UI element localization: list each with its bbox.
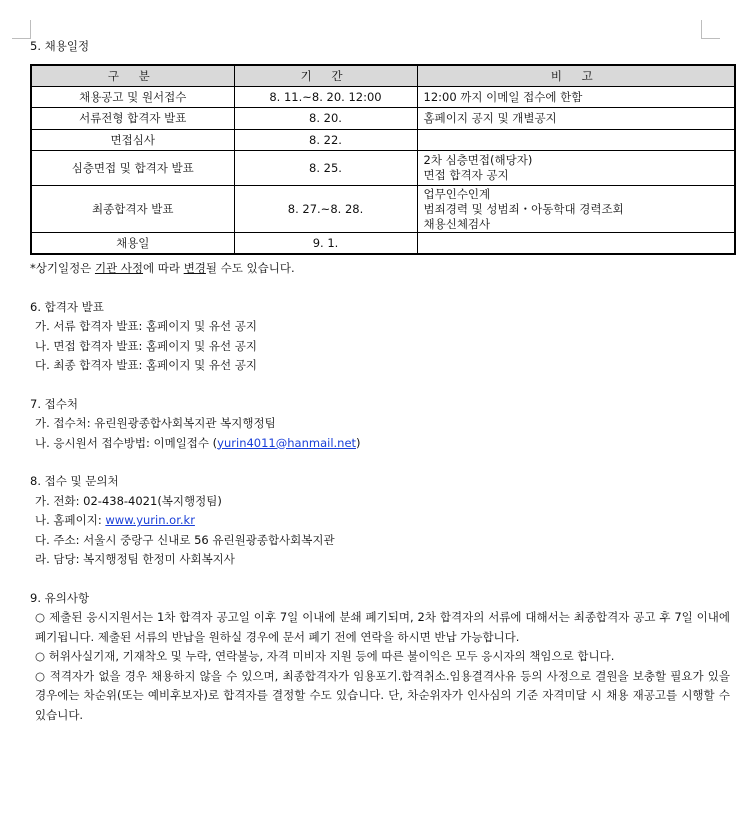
row-note: 12:00 까지 이메일 접수에 한함 bbox=[417, 87, 735, 108]
row-label: 심층면접 및 합격자 발표 bbox=[31, 151, 234, 186]
list-item: 가. 전화: 02-438-4021(복지행정팀) bbox=[35, 493, 222, 508]
email-link[interactable]: yurin4011@hanmail.net bbox=[217, 435, 357, 450]
list-item: 나. 면접 합격자 발표: 홈페이지 및 유선 공지 bbox=[35, 338, 257, 353]
header-category: 구 분 bbox=[31, 65, 234, 87]
section-7-heading: 7. 접수처 bbox=[30, 396, 78, 411]
list-item: 나. 응시원서 접수방법: 이메일접수 (yurin4011@hanmail.net) bbox=[35, 435, 361, 450]
header-remarks: 비 고 bbox=[417, 65, 735, 87]
row-period: 9. 1. bbox=[234, 233, 417, 255]
notice-paragraph: ○ 제출된 응시지원서는 1차 합격자 공고일 이후 7일 이내에 분쇄 폐기되며, 2차 합격자의 서류에 대해서는 최종합격자 공고 후 7일 이내에 폐기됩니다. 제출된 서류의 반납을 원하실 경우에 문서 폐기 전에 연락을 하시면 반납 가능합니다. bbox=[35, 610, 730, 644]
row-period: 8. 25. bbox=[234, 151, 417, 186]
table-row bbox=[31, 186, 735, 233]
table-row bbox=[31, 130, 735, 151]
row-label: 채용공고 및 원서접수 bbox=[31, 87, 234, 108]
schedule-header-row bbox=[31, 65, 735, 87]
row-period: 8. 20. bbox=[234, 108, 417, 130]
row-period: 8. 22. bbox=[234, 130, 417, 151]
list-item: 다. 주소: 서울시 중랑구 신내로 56 유린원광종합사회복지관 bbox=[35, 532, 335, 547]
row-label: 채용일 bbox=[31, 233, 234, 255]
list-item: 나. 홈페이지: www.yurin.or.kr bbox=[35, 513, 195, 527]
row-label: 최종합격자 발표 bbox=[31, 186, 234, 233]
schedule-footnote: *상기일정은 기관 사정에 따라 변경될 수도 있습니다. bbox=[30, 261, 295, 275]
document-page bbox=[30, 36, 730, 725]
row-note bbox=[417, 233, 735, 255]
page-corner-mark bbox=[12, 20, 31, 39]
table-row bbox=[31, 87, 735, 108]
section-5-heading: 5. 채용일정 bbox=[30, 39, 90, 53]
section-6-heading: 6. 합격자 발표 bbox=[30, 299, 104, 314]
homepage-link[interactable]: www.yurin.or.kr bbox=[105, 513, 195, 527]
notice-paragraph: ○ 허위사실기재, 기재착오 및 누락, 연락불능, 자격 미비자 지원 등에 따른 불이익은 모두 응시자의 책임으로 합니다. bbox=[35, 649, 615, 663]
row-note: 업무인수인계 범죄경력 및 성범죄・아동학대 경력조회 채용신체검사 bbox=[417, 186, 735, 233]
row-note bbox=[417, 130, 735, 151]
table-row bbox=[31, 151, 735, 186]
row-period: 8. 11.~8. 20. 12:00 bbox=[234, 87, 417, 108]
row-label: 서류전형 합격자 발표 bbox=[31, 108, 234, 130]
table-row bbox=[31, 233, 735, 255]
row-period: 8. 27.~8. 28. bbox=[234, 186, 417, 233]
table-row bbox=[31, 108, 735, 130]
list-item: 라. 담당: 복지행정팀 한정미 사회복지사 bbox=[35, 552, 235, 566]
notice-paragraph: ○ 적격자가 없을 경우 채용하지 않을 수 있으며, 최종합격자가 임용포기.합격취소.임용결격사유 등의 사정으로 결원을 보충할 필요가 있을 경우에는 차순위(또는 예비후보자)로 합격자를 결정할 수도 있습니다. 단, 차순위자가 인사심의 기준 자격미달 시 채용 재공고를 시행할 수 있습니다. bbox=[35, 668, 730, 722]
list-item: 다. 최종 합격자 발표: 홈페이지 및 유선 공지 bbox=[35, 358, 257, 372]
schedule-table bbox=[30, 64, 736, 255]
row-note: 홈페이지 공지 및 개별공지 bbox=[417, 108, 735, 130]
header-period: 기 간 bbox=[234, 65, 417, 87]
row-note: 2차 심층면접(해당자) 면접 합격자 공지 bbox=[417, 151, 735, 186]
section-9-heading: 9. 유의사항 bbox=[30, 590, 90, 605]
list-item: 가. 접수처: 유린원광종합사회복지관 복지행정팀 bbox=[35, 416, 276, 430]
section-8-heading: 8. 접수 및 문의처 bbox=[30, 474, 119, 488]
row-label: 면접심사 bbox=[31, 130, 234, 151]
list-item: 가. 서류 합격자 발표: 홈페이지 및 유선 공지 bbox=[35, 319, 257, 333]
